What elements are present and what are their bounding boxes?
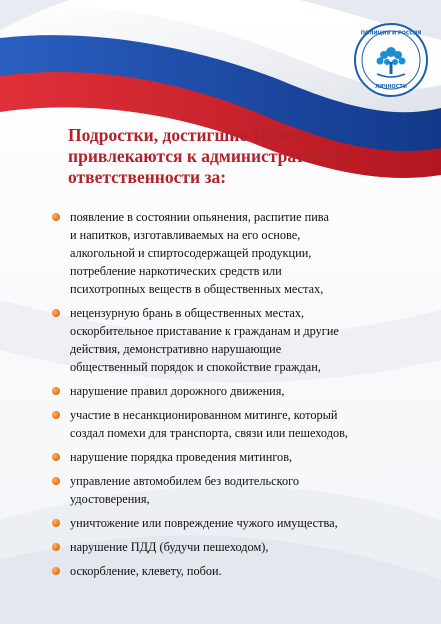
item-line: нецензурную брань в общественных местах, — [70, 306, 305, 320]
item-line: нарушение правил дорожного движения, — [70, 384, 285, 398]
logo-arc-text: ПОЛИЦИЯ И РОССИЯ — [360, 30, 422, 37]
bullet-icon — [52, 309, 60, 317]
item-line: участие в несанкционированном митинге, который — [70, 408, 338, 422]
bullet-icon — [52, 387, 60, 395]
item-line: и напитков, изготавливаемых на его основе, — [70, 228, 301, 242]
bullet-icon — [52, 213, 60, 221]
page-title — [68, 125, 428, 188]
bullet-icon — [52, 543, 60, 551]
bullet-icon — [52, 477, 60, 485]
bullet-icon — [52, 519, 60, 527]
item-line: удостоверения, — [70, 492, 150, 506]
item-line: оскорбительное приставание к гражданам и другие — [70, 324, 339, 338]
list-item — [52, 382, 430, 400]
list-item — [52, 562, 430, 580]
bullet-icon — [52, 453, 60, 461]
list-item — [52, 304, 430, 376]
item-line: потребление наркотических средств или — [70, 264, 282, 278]
bullet-icon — [52, 567, 60, 575]
list-item — [52, 406, 430, 442]
list-item — [52, 448, 430, 466]
list-item — [52, 472, 430, 508]
item-line: оскорбление, клевету, побои. — [70, 564, 222, 578]
item-line: уничтожение или повреждение чужого имущества, — [70, 516, 338, 530]
title-line: Подростки, достигшие 16 лет, — [68, 125, 303, 145]
item-line: психотропных веществ в общественных местах, — [70, 282, 324, 296]
item-line: создал помехи для транспорта, связи или пешеходов, — [70, 426, 348, 440]
emblem-logo — [353, 22, 429, 98]
title-line: привлекаются к административной — [68, 146, 353, 166]
offense-list — [52, 208, 430, 586]
item-line: нарушение порядка проведения митингов, — [70, 450, 293, 464]
list-item — [52, 514, 430, 532]
item-line: нарушение ПДД (будучи пешеходом), — [70, 540, 269, 554]
item-line: действия, демонстративно нарушающие — [70, 342, 282, 356]
logo-bottom-text: ЛИЧНОСТИ — [374, 84, 408, 90]
item-line: управление автомобилем без водительского — [70, 474, 299, 488]
bullet-icon — [52, 411, 60, 419]
item-line: появление в состоянии опьянения, распитие пива — [70, 210, 329, 224]
item-line: алкогольной и спиртосодержащей продукции, — [70, 246, 312, 260]
list-item — [52, 538, 430, 556]
item-line: общественный порядок и спокойствие граждан, — [70, 360, 321, 374]
title-line: ответственности за: — [68, 167, 227, 187]
list-item — [52, 208, 430, 298]
